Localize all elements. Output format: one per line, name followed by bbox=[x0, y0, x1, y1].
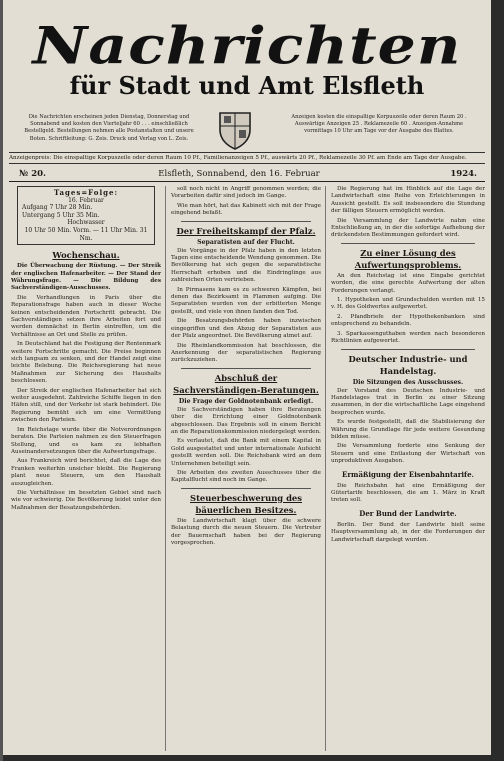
column-rule bbox=[325, 186, 326, 751]
article-paragraph: Berlin. Der Bund der Landwirte hielt seine Hauptversammlung ab, in der die Forderungen der Landwirtschaft dargelegt wurden. bbox=[331, 521, 485, 543]
tagesfolge-line: Aufgang 7 Uhr 28 Min. bbox=[22, 204, 93, 212]
newspaper-subtitle: für Stadt und Amt Elsfleth bbox=[69, 71, 425, 100]
issue-number: № 20. bbox=[19, 169, 46, 179]
article-paragraph: Die Verhandlungen in Paris über die Reparationsfrage haben auch in dieser Woche keinen entscheidenden Fortschritt gebracht. Die Sachverständigen setzen ihre Arbeiten fort und werden demnächst in Berlin eintreffen, um die Verhältnisse an Ort und Stelle zu prüfen. bbox=[11, 294, 161, 338]
issue-bar bbox=[9, 167, 485, 182]
section-title: Abschluß der Sachverständigen-Beratungen. bbox=[173, 372, 319, 395]
article-paragraph: Die Reichsbahn hat eine Ermäßigung der Gütertarife beschlossen, die am 1. März in Kraft treten soll. bbox=[331, 482, 485, 504]
issue-date: Elsfleth, Sonnabend, den 16. Februar bbox=[158, 169, 320, 179]
tagesfolge-title: Tages=Folge: bbox=[53, 188, 119, 197]
separator bbox=[181, 488, 311, 489]
separator bbox=[341, 243, 475, 244]
section-title: Steuerbeschwerung des bäuerlichen Besitzes. bbox=[190, 492, 302, 515]
article-paragraph: Die Vorgänge in der Pfalz haben in den letzten Tagen eine entscheidende Wendung genommen. Die Bevölkerung hat sich gegen die separatistische Herrschaft erhoben und die Eindringlinge aus zahlreichen Orten vertrieben. bbox=[171, 247, 321, 284]
article-paragraph: Die Sachverständigen haben ihre Beratungen über die Errichtung einer Goldnotenbank abgeschlossen. Das Ergebnis soll in einem Bericht an die Reparationskommission niedergelegt werden. bbox=[171, 406, 321, 435]
article-paragraph: Die Versammlung der Landwirte nahm eine Entschließung an, in der die sofortige Aufhebung der drückendsten Bestimmungen gefordert wird. bbox=[331, 217, 485, 239]
article-paragraph: Die Verhältnisse im besetzten Gebiet sind nach wie vor schwierig. Die Bevölkerung leidet unter den Maßnahmen der Besatzungsbehörden. bbox=[11, 489, 161, 511]
tagesfolge-line: Untergang 5 Uhr 35 Min. bbox=[22, 211, 100, 219]
section-subtitle: Separatisten auf der Flucht. bbox=[197, 238, 295, 246]
article-paragraph: Aus Frankreich wird berichtet, daß die Lage des Franken weiterhin unsicher bleibt. Die Regierung plant neue Steuern, um den Haushalt auszugleichen. bbox=[11, 458, 161, 487]
section-title: Ermäßigung der Eisenbahntarife. bbox=[342, 469, 474, 479]
section-title: Wochenschau. bbox=[52, 250, 120, 261]
section-subtitle: Die Sitzungen des Ausschusses. bbox=[352, 378, 464, 386]
tagesfolge-line: 10 Uhr 50 Min. Vorm. — 11 Uhr Min. 31 Nm. bbox=[24, 226, 148, 242]
tagesfolge-line: 16. Februar bbox=[68, 196, 104, 204]
article-paragraph: soll noch nicht in Angriff genommen werden; die Vorarbeiten dafür sind jedoch im Gange. bbox=[171, 186, 321, 200]
article-paragraph: Die Arbeiten des zweiten Ausschusses über die Kapitalflucht sind noch im Gange. bbox=[171, 469, 321, 484]
section-subtitle: Die Frage der Goldnotenbank erledigt. bbox=[178, 397, 314, 405]
article-paragraph: Es wurde festgestellt, daß die Stabilisierung der Währung die Grundlage für jede weitere Gesundung bilden müsse. bbox=[331, 419, 485, 440]
column-1 bbox=[11, 186, 161, 755]
article-paragraph: Die Versammlung forderte eine Senkung der Steuern und eine Entlastung der Wirtschaft von unproduktiven Ausgaben. bbox=[331, 443, 485, 465]
article-paragraph: Die Rheinlandkommission hat beschlossen, die Anerkennung der separatistischen Regierung zurückzuziehen. bbox=[171, 342, 321, 364]
article-paragraph: Im Reichstage wurde über die Notverordnungen beraten. Die Parteien nahmen zu den Steuerfragen Stellung, und es kam zu lebhaften Auseinandersetzungen über die Aufwertungsfrage. bbox=[11, 426, 161, 455]
article-paragraph: An den Reichstag ist eine Eingabe gerichtet worden, die eine gerechte Aufwertung der alten Forderungen verlangt. bbox=[331, 272, 485, 294]
separator bbox=[341, 349, 475, 350]
article-paragraph: Die Landwirtschaft klagt über die schwere Belastung durch die neuen Steuern. Die Vertreter der Bauernschaft haben bei der Regierung vorgesprochen. bbox=[171, 517, 321, 546]
article-paragraph: Der Streik der englischen Hafenarbeiter hat sich weiter ausgedehnt. Zahlreiche Schiffe liegen in den Häfen still, und der Verkehr ist stark behindert. Die Regierung bemüht sich um eine Vermittlung zwischen den Parteien. bbox=[11, 387, 161, 424]
subscription-info: Die Nachrichten erscheinen jeden Dienstag, Donnerstag und Sonnabend und kosten den Vierteljahr 60 . . . einschließlich Bestellgeld. Bestellungen nehmen alle Postanstalten und unsere Boten. Schriftleitung: G. Zeis. Druck und Verlag von L. Zeis. bbox=[24, 114, 194, 142]
section-title: Der Freiheitskampf der Pfalz. bbox=[176, 225, 316, 236]
article-paragraph: Es verlautet, daß die Bank mit einem Kapital in Gold ausgestattet und unter internationale Aufsicht gestellt werden soll. Die Reichsbank wird an dem Unternehmen beteiligt sein. bbox=[171, 438, 321, 467]
article-paragraph: 2. Pfandbriefe der Hypothekenbanken sind entsprechend zu behandeln. bbox=[331, 313, 485, 328]
article-paragraph: 1. Hypotheken und Grundschulden werden mit 15 v. H. des Goldwertes aufgewertet. bbox=[331, 297, 485, 311]
newspaper-title: Nachrichten bbox=[32, 16, 462, 77]
section-title: Deutscher Industrie- und Handelstag. bbox=[348, 353, 468, 376]
tagesfolge-box bbox=[17, 186, 155, 245]
article-paragraph: Die Regierung hat im Hinblick auf die Lage der Landwirtschaft eine Reihe von Erleichterungen in Aussicht gestellt. Es soll insbesondere die Stundung der fälligen Steuern ermöglicht werden. bbox=[331, 186, 485, 215]
article-paragraph: Der Vorstand des Deutschen Industrie- und Handelstages trat in Berlin zu einer Sitzung zusammen, in der die wirtschaftliche Lage eingehend besprochen wurde. bbox=[331, 387, 485, 416]
tagesfolge-line: Hochwasser bbox=[67, 219, 105, 227]
article-paragraph: Die Besatzungsbehörden haben inzwischen eingegriffen und den Abzug der Separatisten aus der Pfalz angeordnet. Die Bevölkerung atmet auf. bbox=[171, 318, 321, 340]
article-paragraph: Wie man hört, hat das Kabinett sich mit der Frage eingehend befaßt. bbox=[171, 202, 321, 217]
separator bbox=[181, 221, 311, 222]
masthead bbox=[3, 0, 491, 115]
column-3 bbox=[331, 186, 485, 755]
article-summary: Die Überwachung der Rüstung. — Der Streik der englischen Hafenarbeiter. — Der Stand der Währungsfrage. — Die Bildung des Sachverständigen-Ausschusses. bbox=[11, 263, 161, 292]
article-paragraph: In Deutschland hat die Festigung der Rentenmark weitere Fortschritte gemacht. Die Preise beginnen sich langsam zu senken, und der Handel zeigt eine leichte Belebung. Die Reichsregierung hat neue Maßnahmen zur Sicherung des Haushalts beschlossen. bbox=[11, 341, 161, 385]
ad-price-line: Anzeigenpreis: Die einspaltige Korpuszeile oder deren Raum 10 Pf., Familienanzeigen 5 Pf., auswärts 20 Pf., Reklamezeile 30 Pf. am Ende am Tage der Ausgabe. bbox=[9, 152, 485, 164]
section-title: Der Bund der Landwirte. bbox=[359, 508, 457, 518]
article-paragraph: In Pirmasens kam es zu schweren Kämpfen, bei denen das Bezirksamt in Flammen aufging. Die Separatisten wurden von der erbitterten Menge gestellt, und viele von ihnen fanden den Tod. bbox=[171, 286, 321, 315]
column-2 bbox=[171, 186, 321, 755]
issue-year: 1924. bbox=[450, 169, 477, 179]
separator bbox=[181, 368, 311, 369]
newspaper-page bbox=[3, 0, 491, 755]
coat-of-arms-icon bbox=[216, 110, 254, 150]
section-title: Zu einer Lösung des Aufwertungsproblems. bbox=[354, 247, 462, 270]
column-rule bbox=[165, 186, 166, 751]
article-paragraph: 3. Sparkassenguthaben werden nach besonderen Richtlinien aufgewertet. bbox=[331, 330, 485, 345]
advertising-info: Anzeigen kosten die einspaltige Korpuszeile oder deren Raum 20 . Auswärtige Anzeigen 25 . Reklamezeile 60 . Anzeigen-Annahme vormittags 10 Uhr am Tage vor der Ausgabe des Blattes. bbox=[291, 114, 467, 135]
